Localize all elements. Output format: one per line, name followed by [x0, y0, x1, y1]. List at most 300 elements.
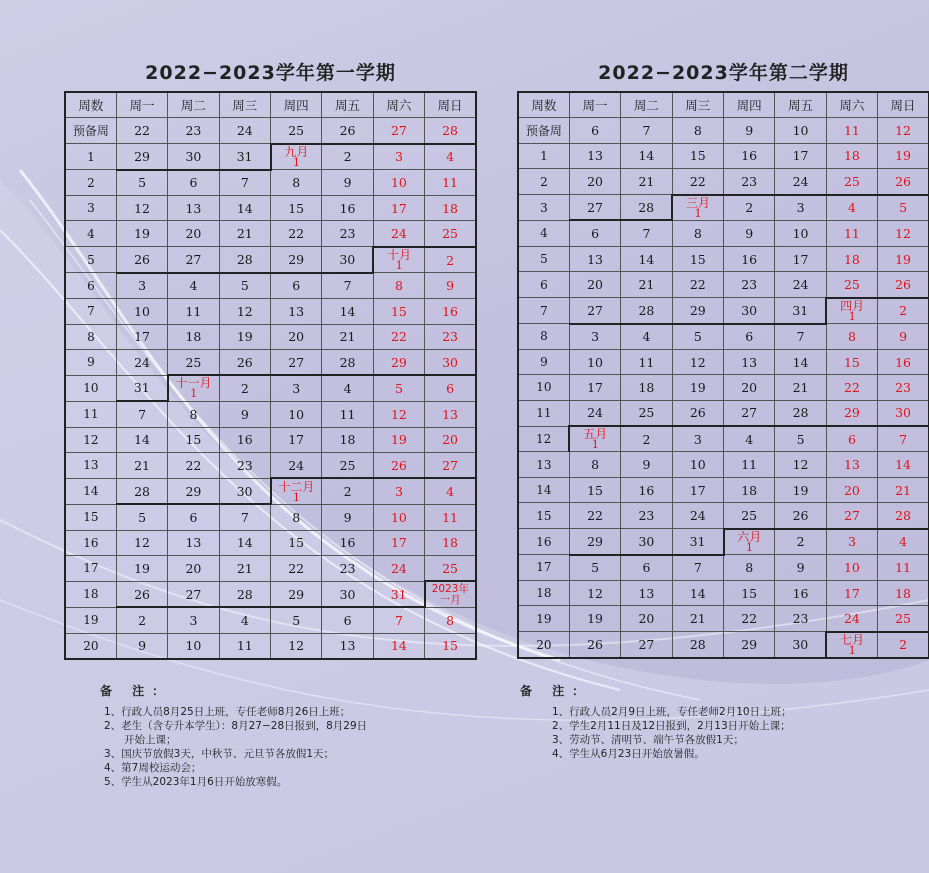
day-cell: 6: [168, 504, 219, 530]
day-cell: 13: [168, 530, 219, 555]
week-number: 16: [518, 529, 569, 555]
day-cell: 5: [672, 324, 723, 350]
day-cell: 15: [373, 299, 424, 324]
week-row: [518, 477, 929, 502]
day-cell: 24: [775, 169, 826, 195]
day-cell: 14: [219, 196, 270, 221]
day-cell: 3: [569, 324, 620, 350]
col-mon: 周一: [116, 92, 167, 118]
week-number: 2: [518, 169, 569, 195]
day-cell: 30: [425, 349, 476, 375]
day-cell: 15: [425, 633, 476, 659]
week-number: 4: [518, 220, 569, 246]
day-cell: 30: [168, 144, 219, 170]
day-cell: 31: [775, 298, 826, 324]
day-cell: 4: [168, 273, 219, 299]
month-day-one: 1: [694, 206, 702, 220]
day-cell: 28: [425, 118, 476, 144]
week-row: [518, 118, 929, 143]
day-cell: 15: [672, 143, 723, 168]
term1-notes: [100, 682, 430, 789]
day-cell: 11: [826, 118, 877, 143]
year-month-label: 一月: [439, 593, 461, 606]
day-cell: 24: [373, 556, 424, 582]
day-cell: 30: [219, 478, 270, 504]
day-cell: 16: [219, 427, 270, 452]
day-cell: 14: [621, 143, 672, 168]
week-row: [518, 606, 929, 632]
day-cell: 10: [826, 555, 877, 581]
week-row: [65, 170, 476, 196]
day-cell: 22: [168, 452, 219, 478]
day-cell: 2: [878, 298, 929, 324]
day-cell: 9: [724, 220, 775, 246]
day-cell: 27: [569, 195, 620, 221]
note-item: 1、行政人员2月9日上班，专任老师2月10日上班；: [552, 706, 792, 718]
day-cell: 27: [373, 118, 424, 144]
col-wed: 周三: [672, 92, 723, 118]
day-cell: 9: [878, 324, 929, 350]
day-cell: 27: [425, 452, 476, 478]
week-number: 12: [518, 426, 569, 452]
day-cell: 19: [569, 606, 620, 632]
day-cell: 18: [724, 477, 775, 502]
day-cell: 23: [322, 221, 373, 247]
day-cell: 11: [322, 401, 373, 427]
day-cell: 29: [271, 581, 322, 607]
day-cell: 29: [373, 349, 424, 375]
day-cell: 7: [219, 504, 270, 530]
day-cell: 8: [271, 504, 322, 530]
day-cell: 18: [168, 324, 219, 349]
day-cell: 13: [724, 349, 775, 374]
day-cell: 23: [168, 118, 219, 144]
week-number: 5: [518, 246, 569, 271]
week-number: 15: [518, 503, 569, 529]
day-cell: 5: [775, 426, 826, 452]
day-cell: 29: [672, 298, 723, 324]
day-cell: 24: [672, 503, 723, 529]
day-cell: 6: [826, 426, 877, 452]
day-cell: 15: [271, 196, 322, 221]
day-cell: 12: [672, 349, 723, 374]
day-cell: 22: [672, 169, 723, 195]
day-cell: 15: [168, 427, 219, 452]
term2-title: 2022−2023学年第二学期: [598, 62, 849, 84]
col-sun: 周日: [878, 92, 929, 118]
day-cell: 30: [621, 529, 672, 555]
day-cell: 25: [271, 118, 322, 144]
month-day-one: 1: [395, 259, 403, 273]
week-number: 7: [518, 298, 569, 324]
week-number: 13: [518, 452, 569, 477]
day-cell: 2: [724, 195, 775, 221]
day-cell: 2: [322, 478, 373, 504]
week-row: [65, 401, 476, 427]
week-number: 10: [518, 375, 569, 400]
week-row: [65, 581, 476, 607]
day-cell: 20: [425, 427, 476, 452]
month-label: 七月: [840, 632, 865, 647]
day-cell: 9: [219, 401, 270, 427]
day-cell: 12: [569, 580, 620, 605]
week-number: 18: [518, 580, 569, 605]
day-cell: 10: [271, 401, 322, 427]
day-cell: 27: [569, 298, 620, 324]
day-cell: 25: [322, 452, 373, 478]
day-cell: 4: [878, 529, 929, 555]
day-cell: 11: [219, 633, 270, 659]
day-cell: 12: [775, 452, 826, 477]
term1-header-row: [65, 92, 476, 118]
day-cell: 29: [569, 529, 620, 555]
week-row: [65, 144, 476, 170]
day-cell: 15: [569, 477, 620, 502]
day-cell: 25: [425, 221, 476, 247]
week-row: [518, 632, 929, 658]
day-cell: 21: [219, 556, 270, 582]
day-cell: 28: [219, 247, 270, 273]
day-cell: 13: [322, 633, 373, 659]
week-number: 17: [518, 555, 569, 581]
day-cell: 8: [425, 607, 476, 633]
day-cell: 14: [373, 633, 424, 659]
day-cell: 30: [775, 632, 826, 658]
week-row: [65, 324, 476, 349]
day-cell: 19: [116, 221, 167, 247]
term2-notes: [520, 682, 820, 761]
day-cell: 18: [878, 580, 929, 605]
day-cell: 21: [322, 324, 373, 349]
month-start-cell: [672, 195, 723, 221]
term1-title: 2022−2023学年第一学期: [145, 62, 396, 84]
day-cell: 19: [116, 556, 167, 582]
day-cell: 17: [775, 246, 826, 271]
day-cell: 10: [775, 220, 826, 246]
day-cell: 5: [116, 504, 167, 530]
month-label: 十月: [387, 248, 412, 263]
month-day-one: 1: [745, 540, 753, 554]
week-row: [65, 607, 476, 633]
day-cell: 6: [168, 170, 219, 196]
day-cell: 30: [322, 581, 373, 607]
day-cell: 27: [168, 581, 219, 607]
week-row: [65, 247, 476, 273]
day-cell: 14: [878, 452, 929, 477]
day-cell: 14: [116, 427, 167, 452]
week-row: [518, 426, 929, 452]
day-cell: 27: [621, 632, 672, 658]
day-cell: 21: [672, 606, 723, 632]
day-cell: 27: [724, 400, 775, 426]
day-cell: 16: [425, 299, 476, 324]
week-row: [518, 272, 929, 298]
week-number: 17: [65, 556, 116, 582]
day-cell: 31: [116, 375, 167, 401]
day-cell: 14: [322, 299, 373, 324]
week-number: 8: [65, 324, 116, 349]
col-thu: 周四: [724, 92, 775, 118]
week-number: 14: [518, 477, 569, 502]
day-cell: 18: [425, 530, 476, 555]
week-row: [518, 195, 929, 221]
day-cell: 6: [724, 324, 775, 350]
day-cell: 29: [271, 247, 322, 273]
day-cell: 11: [724, 452, 775, 477]
day-cell: 16: [775, 580, 826, 605]
day-cell: 18: [322, 427, 373, 452]
week-row: [518, 298, 929, 324]
day-cell: 9: [621, 452, 672, 477]
term2-notes-list: [552, 705, 820, 761]
year-month-label: 2023年: [431, 582, 469, 595]
day-cell: 12: [878, 118, 929, 143]
day-cell: 3: [271, 375, 322, 401]
day-cell: 3: [116, 273, 167, 299]
day-cell: 8: [672, 118, 723, 143]
week-number: 13: [65, 452, 116, 478]
note-item: 3、劳动节、清明节、端午节各放假1天；: [552, 734, 744, 746]
day-cell: 21: [116, 452, 167, 478]
week-number: 16: [65, 530, 116, 555]
month-start-cell: [826, 298, 877, 324]
day-cell: 28: [621, 195, 672, 221]
day-cell: 5: [373, 375, 424, 401]
day-cell: 28: [878, 503, 929, 529]
day-cell: 4: [322, 375, 373, 401]
week-number: 9: [518, 349, 569, 374]
day-cell: 8: [373, 273, 424, 299]
week-row: [518, 529, 929, 555]
day-cell: 30: [878, 400, 929, 426]
day-cell: 19: [219, 324, 270, 349]
day-cell: 8: [569, 452, 620, 477]
day-cell: 3: [672, 426, 723, 452]
day-cell: 22: [826, 375, 877, 400]
day-cell: 25: [168, 349, 219, 375]
col-week: 周数: [518, 92, 569, 118]
note-item: 1、行政人员8月25日上班，专任老师8月26日上班；: [104, 706, 351, 718]
day-cell: 10: [373, 504, 424, 530]
day-cell: 27: [271, 349, 322, 375]
week-row: [518, 503, 929, 529]
day-cell: 26: [672, 400, 723, 426]
day-cell: 2: [219, 375, 270, 401]
day-cell: 7: [373, 607, 424, 633]
day-cell: 24: [116, 349, 167, 375]
note-item: 开始上课；: [104, 734, 177, 746]
day-cell: 26: [878, 169, 929, 195]
day-cell: 22: [569, 503, 620, 529]
day-cell: 11: [425, 504, 476, 530]
day-cell: 21: [878, 477, 929, 502]
month-label: 四月: [840, 298, 865, 313]
week-number: 1: [518, 143, 569, 168]
day-cell: 22: [373, 324, 424, 349]
day-cell: 15: [672, 246, 723, 271]
day-cell: 19: [672, 375, 723, 400]
week-row: [65, 478, 476, 504]
week-number: 3: [65, 196, 116, 221]
day-cell: 11: [425, 170, 476, 196]
day-cell: 15: [271, 530, 322, 555]
day-cell: 17: [373, 196, 424, 221]
notes-title: 备 注：: [100, 684, 173, 698]
day-cell: 16: [322, 196, 373, 221]
day-cell: 25: [621, 400, 672, 426]
day-cell: 29: [168, 478, 219, 504]
day-cell: 28: [775, 400, 826, 426]
week-row: [518, 220, 929, 246]
col-thu: 周四: [271, 92, 322, 118]
day-cell: 9: [775, 555, 826, 581]
day-cell: 18: [621, 375, 672, 400]
day-cell: 23: [724, 169, 775, 195]
day-cell: 11: [826, 220, 877, 246]
day-cell: 2: [425, 247, 476, 273]
week-row: [65, 504, 476, 530]
week-row: [65, 299, 476, 324]
week-row: [65, 556, 476, 582]
month-day-one: 1: [591, 438, 599, 452]
day-cell: 7: [775, 324, 826, 350]
week-row: [65, 633, 476, 659]
day-cell: 22: [724, 606, 775, 632]
day-cell: 26: [373, 452, 424, 478]
day-cell: 4: [621, 324, 672, 350]
day-cell: 17: [826, 580, 877, 605]
week-row: [65, 118, 476, 144]
day-cell: 30: [322, 247, 373, 273]
day-cell: 4: [425, 144, 476, 170]
day-cell: 17: [373, 530, 424, 555]
week-number: 11: [65, 401, 116, 427]
day-cell: 17: [116, 324, 167, 349]
day-cell: 7: [116, 401, 167, 427]
week-row: [65, 349, 476, 375]
day-cell: 28: [672, 632, 723, 658]
day-cell: 22: [672, 272, 723, 298]
week-row: [518, 555, 929, 581]
day-cell: 13: [271, 299, 322, 324]
month-day-one: 1: [292, 490, 300, 504]
week-number: 18: [65, 581, 116, 607]
day-cell: 8: [826, 324, 877, 350]
week-number: 7: [65, 299, 116, 324]
day-cell: 26: [116, 247, 167, 273]
month-start-cell: [271, 478, 322, 504]
day-cell: 18: [826, 246, 877, 271]
day-cell: 13: [621, 580, 672, 605]
col-tue: 周二: [168, 92, 219, 118]
day-cell: 7: [672, 555, 723, 581]
day-cell: 25: [826, 169, 877, 195]
week-number: 2: [65, 170, 116, 196]
day-cell: 25: [878, 606, 929, 632]
day-cell: 14: [775, 349, 826, 374]
day-cell: 9: [425, 273, 476, 299]
day-cell: 20: [826, 477, 877, 502]
month-start-cell: [724, 529, 775, 555]
day-cell: 3: [168, 607, 219, 633]
day-cell: 23: [878, 375, 929, 400]
note-item: 4、第7周校运动会；: [104, 762, 202, 774]
term1-notes-list: [104, 705, 430, 789]
term2-calendar: [517, 58, 929, 659]
week-number: 1: [65, 144, 116, 170]
day-cell: 21: [219, 221, 270, 247]
day-cell: 28: [116, 478, 167, 504]
day-cell: 5: [116, 170, 167, 196]
day-cell: 21: [621, 272, 672, 298]
day-cell: 25: [724, 503, 775, 529]
day-cell: 9: [116, 633, 167, 659]
day-cell: 23: [322, 556, 373, 582]
month-day-one: 1: [190, 387, 198, 401]
week-row: [518, 246, 929, 271]
week-number: 20: [65, 633, 116, 659]
month-label: 十二月: [278, 479, 315, 494]
month-day-one: 1: [292, 155, 300, 169]
day-cell: 26: [322, 118, 373, 144]
col-tue: 周二: [621, 92, 672, 118]
day-cell: 19: [878, 143, 929, 168]
week-number: 预备周: [518, 118, 569, 143]
day-cell: 23: [425, 324, 476, 349]
day-cell: 18: [826, 143, 877, 168]
day-cell: 14: [672, 580, 723, 605]
day-cell: 31: [219, 144, 270, 170]
day-cell: 10: [168, 633, 219, 659]
month-label: 九月: [284, 144, 309, 159]
day-cell: 15: [826, 349, 877, 374]
day-cell: 8: [724, 555, 775, 581]
term1-body: [65, 118, 476, 659]
week-number: 3: [518, 195, 569, 221]
day-cell: 6: [569, 220, 620, 246]
day-cell: 13: [826, 452, 877, 477]
week-number: 20: [518, 632, 569, 658]
day-cell: 23: [724, 272, 775, 298]
month-start-cell: [168, 375, 219, 401]
day-cell: 24: [775, 272, 826, 298]
term2-header-row: [518, 92, 929, 118]
day-cell: 16: [878, 349, 929, 374]
day-cell: 23: [219, 452, 270, 478]
col-wed: 周三: [219, 92, 270, 118]
month-start-cell: [826, 632, 877, 658]
term1-calendar: [64, 58, 477, 660]
day-cell: 12: [373, 401, 424, 427]
day-cell: 18: [425, 196, 476, 221]
day-cell: 24: [826, 606, 877, 632]
week-number: 9: [65, 349, 116, 375]
col-fri: 周五: [322, 92, 373, 118]
day-cell: 17: [569, 375, 620, 400]
day-cell: 26: [116, 581, 167, 607]
week-number: 19: [65, 607, 116, 633]
week-row: [65, 530, 476, 555]
day-cell: 21: [775, 375, 826, 400]
day-cell: 8: [672, 220, 723, 246]
day-cell: 8: [168, 401, 219, 427]
day-cell: 16: [724, 143, 775, 168]
day-cell: 28: [219, 581, 270, 607]
day-cell: 28: [621, 298, 672, 324]
day-cell: 9: [322, 504, 373, 530]
day-cell: 16: [724, 246, 775, 271]
week-row: [65, 427, 476, 452]
